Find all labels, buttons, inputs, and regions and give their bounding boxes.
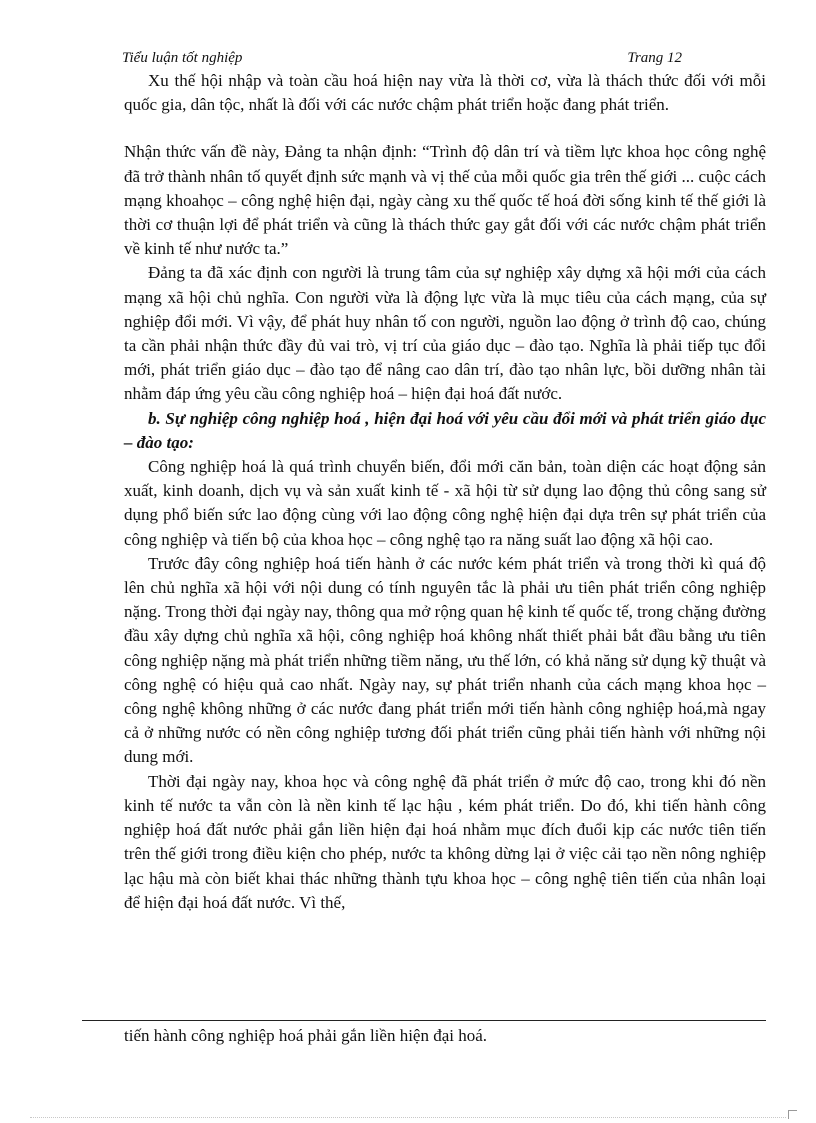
header-document-title: Tiểu luận tốt nghiệp [122,50,243,66]
paragraph-spacer [124,117,766,140]
page-bottom-dotted-border [30,1117,786,1118]
paragraph-continuation: tiến hành công nghiệp hoá phải gắn liền hiện đại hoá. [124,1026,488,1045]
paragraph-party-assessment: Nhận thức vấn đề này, Đảng ta nhận định: “Trình độ dân trí và tiềm lực khoa học công nghệ đã trở thành nhân tố quyết định sức mạnh và vị thế của mỗi quốc gia trên thế giới ... cuộc cách mạng khoahọc – công nghệ hiện đại, ngày càng xu thế quốc tế hoá đời sống kinh tế thế giới là thời cơ thuận lợi để phát triển và cũng là thách thức gay gắt đối với các nước chậm phát triển về kinh tế như nước ta.” [124,142,766,259]
header-page-number: Trang 12 [627,50,682,66]
section-subheading: b. Sự nghiệp công nghiệp hoá , hiện đại hoá với yêu cầu đổi mới và phát triển giáo dục – đào tạo: [124,408,766,452]
paragraph-industrialization-definition: Công nghiệp hoá là quá trình chuyển biến, đổi mới căn bản, toàn diện các hoạt động sản xuất, kinh doanh, dịch vụ và sản xuất kinh tế - xã hội từ sử dụng lao động thủ công sang sử dụng phổ biến sức lao động cùng với lao động công nghệ hiện đại dựa trên sự phát triển của công nghiệp và tiến bộ của khoa học – công nghệ tạo ra năng suất lao động xã hội cao. [124,457,766,549]
document-body [124,69,766,915]
page-corner-mark [788,1110,797,1119]
paragraph-modernization: Thời đại ngày nay, khoa học và công nghệ đã phát triển ở mức độ cao, trong khi đó nền kinh tế nước ta vẫn còn là nền kinh tế lạc hậu , kém phát triển. Do đó, khi tiến hành công nghiệp hoá đất nước phải gắn liền hiện đại hoá nhằm mục đích đuổi kịp các nước tiên tiến trên thế giới trong điều kiện cho phép, nước ta không dừng lại ở việc cải tạo nền nông nghiệp lạc hậu mà còn biết khai thác những thành tựu khoa học – công nghệ tiên tiến của nhân loại để hiện đại hoá đất nước. Vì thế, [124,771,766,912]
paragraph-globalization: Xu thế hội nhập và toàn cầu hoá hiện nay vừa là thời cơ, vừa là thách thức đối với mỗi quốc gia, dân tộc, nhất là đối với các nước chậm phát triển hoặc đang phát triển. [124,71,766,115]
paragraph-industrialization-history: Trước đây công nghiệp hoá tiến hành ở các nước kém phát triển và trong thời kì quá độ lên chủ nghĩa xã hội với nội dung có tính nguyên tắc là phải ưu tiên phát triển công nghiệp nặng. Trong thời đại ngày nay, thông qua mở rộng quan hệ kinh tế quốc tế, trong chặng đường đầu xây dựng chủ nghĩa xã hội, công nghiệp hoá không nhất thiết phải bắt đầu bằng ưu tiên công nghiệp nặng mà phát triển những tiềm năng, ưu thế lớn, có khả năng sử dụng kỹ thuật và công nghệ có hiệu quả cao nhất. Ngày nay, sự phát triển nhanh của cách mạng khoa học – công nghệ không những ở các nước đang phát triển mới tiến hành công nghiệp hoá,mà ngay cả ở những nước có nền công nghiệp tương đối phát triển cũng phải tiến hành với những nội dung mới. [124,553,766,767]
footnote-separator-line [82,1020,766,1021]
paragraph-human-centered: Đảng ta đã xác định con người là trung tâm của sự nghiệp xây dựng xã hội mới của cách mạng xã hội chủ nghĩa. Con người vừa là động lực vừa là mục tiêu của cách mạng, của sự nghiệp đổi mới. Vì vậy, để phát huy nhân tố con người, nguồn lao động ở trình độ cao, chúng ta cần phải nhận thức đầy đủ vai trò, vị trí của giáo dục – đào tạo. Nghĩa là phải tiếp tục đổi mới, phát triển giáo dục – đào tạo để nâng cao dân trí, đào tạo nhân lực, bồi dưỡng nhân tài nhằm đáp ứng yêu cầu công nghiệp hoá – hiện đại hoá đất nước. [124,263,766,404]
